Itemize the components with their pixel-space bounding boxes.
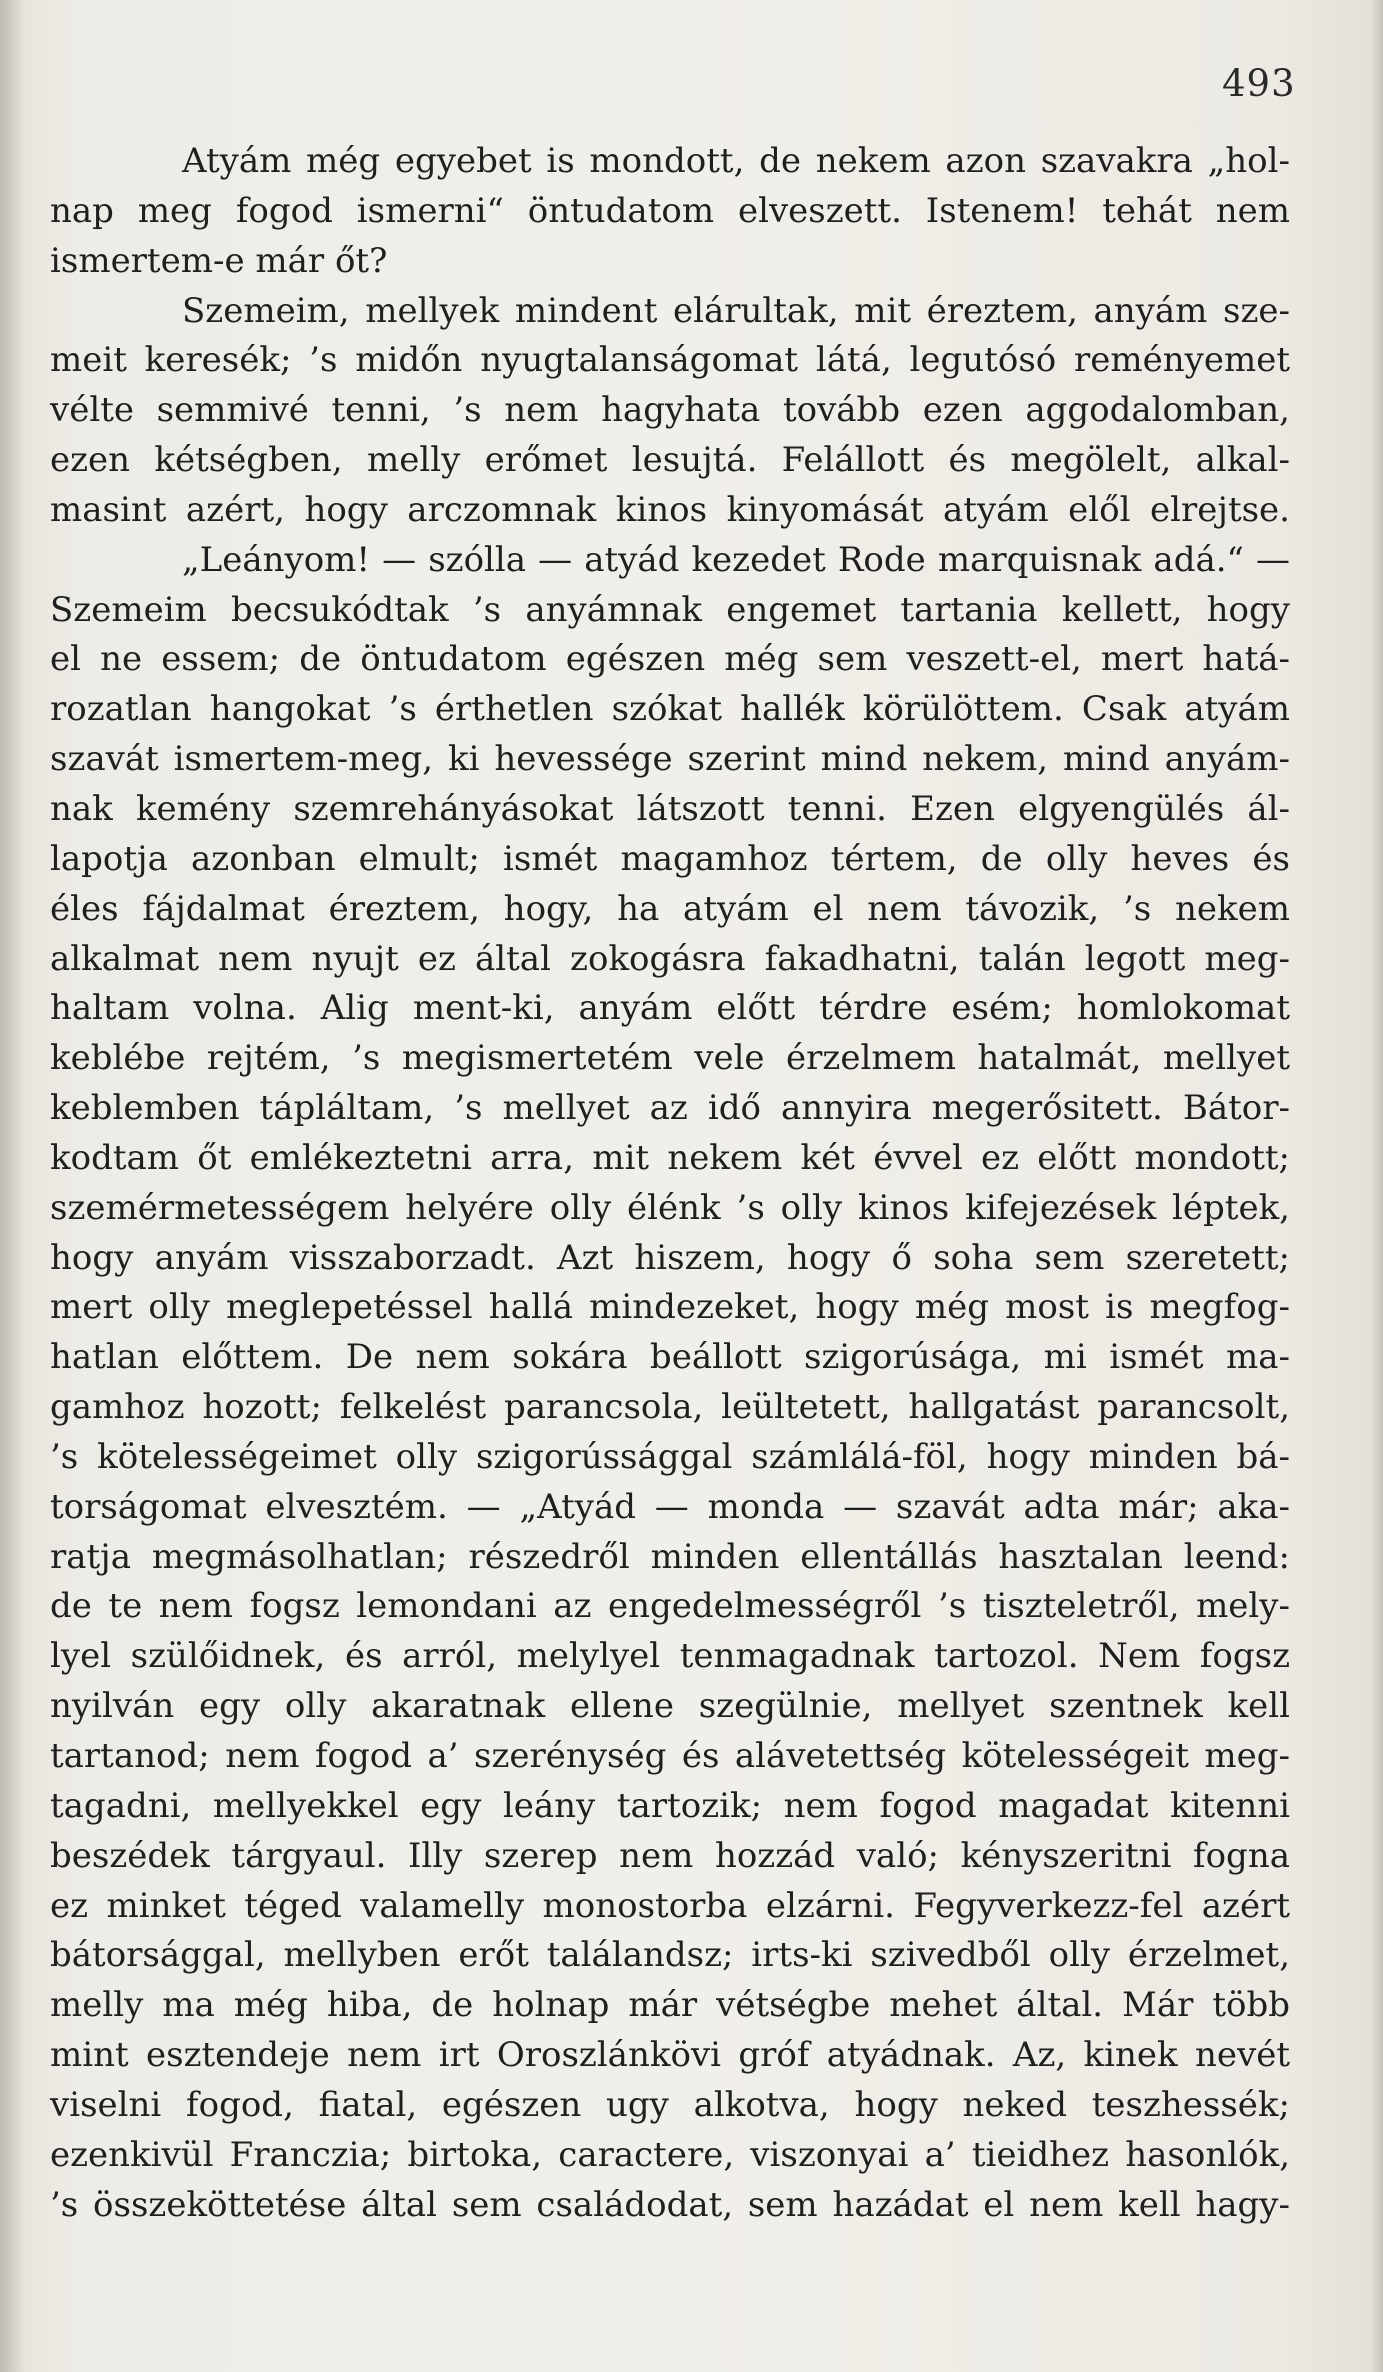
page-number: 493: [1222, 62, 1296, 105]
text-line: nyilván egy olly akaratnak ellene szegülnie, mellyet szentnek kell: [50, 1686, 1290, 1727]
text-line: Szemeim, mellyek mindent elárultak, mit éreztem, anyám sze-: [182, 290, 1290, 331]
text-line: mint esztendeje nem irt Oroszlánkövi gróf atyádnak. Az, kinek nevét: [50, 2035, 1290, 2076]
text-line: ezen kétségben, melly erőmet lesujtá. Felállott és megölelt, alkal-: [50, 440, 1290, 481]
spine-shadow: [0, 0, 26, 2372]
text-line: nap meg fogod ismerni“ öntudatom elveszett. Istenem! tehát nem: [50, 190, 1290, 231]
text-line: lyel szülőidnek, és arról, melylyel tenmagadnak tartozol. Nem fogsz: [50, 1636, 1290, 1677]
text-line: Szemeim becsukódtak ’s anyámnak engemet tartania kellett, hogy: [50, 589, 1290, 630]
text-line: beszédek tárgyaul. Illy szerep nem hozzád való; kényszeritni fogna: [50, 1835, 1290, 1876]
text-line: hogy anyám visszaborzadt. Azt hiszem, hogy ő soha sem szeretett;: [50, 1237, 1290, 1278]
text-line: ez minket téged valamelly monostorba elzárni. Fegyverkezz-fel azért: [50, 1885, 1290, 1926]
text-line: torságomat elvesztém. — „Atyád — monda — szavát adta már; aka-: [50, 1486, 1290, 1527]
text-line: „Leányom! — szólla — atyád kezedet Rode marquisnak adá.“ —: [182, 539, 1290, 580]
text-line: Atyám még egyebet is mondott, de nekem azon szavakra „hol-: [182, 141, 1290, 181]
text-line: alkalmat nem nyujt ez által zokogásra fakadhatni, talán legott meg-: [50, 938, 1290, 979]
text-line: nak kemény szemrehányásokat látszott tenni. Ezen elgyengülés ál-: [50, 788, 1290, 829]
text-line: meit keresék; ’s midőn nyugtalanságomat látá, legutósó reményemet: [50, 340, 1290, 381]
text-line: melly ma még hiba, de holnap már vétségbe mehet által. Már több: [50, 1985, 1290, 2026]
text-line: gamhoz hozott; felkelést parancsola, leültetett, hallgatást parancsolt,: [50, 1387, 1290, 1428]
text-line: viselni fogod, fiatal, egészen ugy alkotva, hogy neked teszhessék;: [50, 2084, 1290, 2125]
text-line: ’s kötelességeimet olly szigorússággal számlálá-föl, hogy minden bá-: [50, 1436, 1290, 1477]
text-line: el ne essem; de öntudatom egészen még sem veszett-el, mert hatá-: [50, 639, 1290, 680]
text-line: hatlan előttem. De nem sokára beállott szigorúsága, mi ismét ma-: [50, 1337, 1290, 1378]
text-line: ratja megmásolhatlan; részedről minden ellentállás hasztalan leend:: [50, 1536, 1290, 1577]
text-line: vélte semmivé tenni, ’s nem hagyhata tovább ezen aggodalomban,: [50, 390, 1290, 431]
text-line: szavát ismertem-meg, ki hevessége szerint mind nekem, mind anyám-: [50, 739, 1290, 780]
text-line: éles fájdalmat éreztem, hogy, ha atyám el nem távozik, ’s nekem: [50, 888, 1290, 929]
text-line: bátorsággal, mellyben erőt találandsz; irts-ki szivedből olly érzelmet,: [50, 1935, 1290, 1976]
text-line: ezenkivül Franczia; birtoka, caractere, viszonyai a’ tieidhez hasonlók,: [50, 2134, 1290, 2175]
text-line: tartanod; nem fogod a’ szerénység és alávetettség kötelességeit meg-: [50, 1736, 1290, 1776]
body-text: [50, 137, 1290, 2230]
text-line: mert olly meglepetéssel hallá mindezeket, hogy még most is megfog-: [50, 1287, 1290, 1328]
text-line: de te nem fogsz lemondani az engedelmességről ’s tiszteletről, mely-: [50, 1586, 1290, 1627]
text-line: ’s összeköttetése által sem családodat, sem hazádat el nem kell hagy-: [50, 2184, 1290, 2225]
text-line: rozatlan hangokat ’s érthetlen szókat hallék körülöttem. Csak atyám: [50, 689, 1290, 730]
text-line: tagadni, mellyekkel egy leány tartozik; nem fogod magadat kitenni: [50, 1785, 1290, 1826]
text-line: lapotja azonban elmult; ismét magamhoz tértem, de olly heves és: [50, 838, 1290, 879]
text-line: haltam volna. Alig ment-ki, anyám előtt térdre esém; homlokomat: [50, 988, 1290, 1029]
text-line: keblébe rejtém, ’s megismertetém vele érzelmem hatalmát, mellyet: [50, 1038, 1290, 1079]
text-line: szemérmetességem helyére olly élénk ’s olly kinos kifejezések léptek,: [50, 1187, 1290, 1228]
text-line: keblemben tápláltam, ’s mellyet az idő annyira megerősitett. Bátor-: [50, 1088, 1290, 1129]
text-line: ismertem-e már őt?: [50, 240, 388, 281]
text-line: kodtam őt emlékeztetni arra, mit nekem két évvel ez előtt mondott;: [50, 1137, 1290, 1178]
text-line: masint azért, hogy arczomnak kinos kinyomását atyám elől elrejtse.: [50, 489, 1290, 530]
page-edge-shadow: [1371, 0, 1383, 2372]
